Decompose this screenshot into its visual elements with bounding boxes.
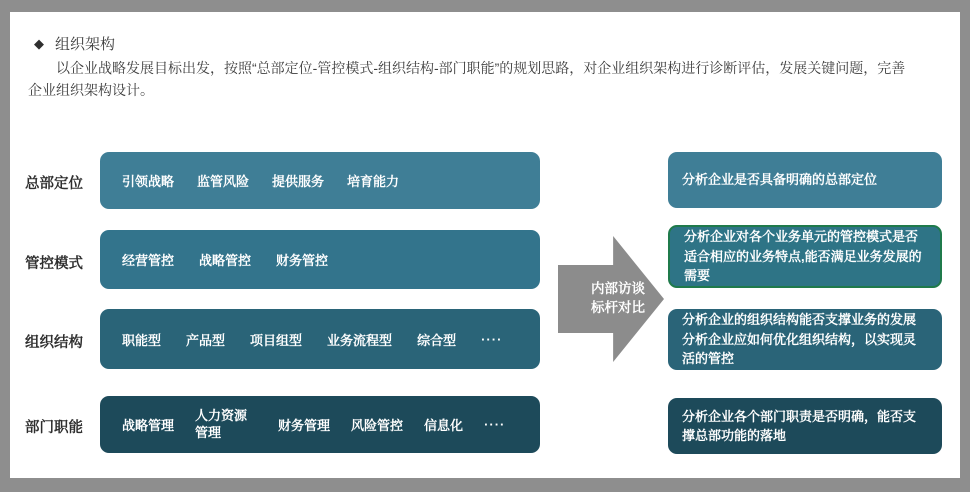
box-item: 职能型 bbox=[122, 332, 162, 348]
slide-heading bbox=[34, 33, 115, 54]
box-organization-structure bbox=[100, 309, 540, 369]
box-item: 财务管控 bbox=[276, 253, 329, 268]
box-item: 监管风险 bbox=[197, 174, 250, 189]
row-label-organization-structure: 组织结构 bbox=[25, 335, 83, 351]
analysis-text: 分析企业是否具备明确的总部定位 bbox=[682, 172, 878, 188]
arrow-label-line: 内部访谈 bbox=[591, 281, 645, 297]
row-label-department-functions: 部门职能 bbox=[25, 420, 83, 436]
slide-description bbox=[28, 57, 946, 102]
box-item: 风险管控 bbox=[351, 418, 404, 433]
analysis-text: 分析企业各个部门职责是否明确，能否支撑总部功能的落地 bbox=[682, 408, 917, 443]
box-hq-positioning bbox=[100, 152, 540, 209]
box-item: 项目组型 bbox=[250, 332, 303, 348]
box-item: 经营管控 bbox=[122, 253, 175, 268]
ellipsis-dots: ···· bbox=[481, 331, 503, 347]
box-item: 战略管理 bbox=[122, 418, 175, 433]
analysis-box-control-mode bbox=[668, 225, 942, 288]
slide-title: 组织架构 bbox=[55, 36, 116, 53]
box-item: 引领战略 bbox=[122, 174, 175, 189]
description-line-2: 企业组织架构设计。 bbox=[28, 82, 154, 99]
box-item: 信息化 bbox=[424, 418, 464, 433]
analysis-text: 分析企业对各个业务单元的管控模式是否适合相应的业务特点,能否满足业务发展的需要 bbox=[684, 229, 922, 284]
analysis-text: 分析企业的组织结构能否支撑业务的发展分析企业应如何优化组织结构，以实现灵活的管控 bbox=[682, 312, 917, 367]
box-item: 财务管理 bbox=[278, 418, 331, 433]
arrow-label-line: 标杆对比 bbox=[591, 300, 645, 315]
arrow-label bbox=[560, 236, 666, 362]
box-item: 人力资源管理 bbox=[195, 408, 248, 440]
analysis-box-organization-structure bbox=[668, 309, 942, 370]
description-line-1: 以企业战略发展目标出发，按照“总部定位-管控模式-组织结构-部门职能”的规划思路，对企业组织架构进行诊断评估，发展关键问题，完善 bbox=[56, 60, 906, 76]
box-item: 业务流程型 bbox=[327, 332, 393, 348]
analysis-box-department-functions bbox=[668, 398, 942, 454]
box-control-mode bbox=[100, 230, 540, 289]
box-item: 培育能力 bbox=[347, 174, 400, 189]
box-item: 提供服务 bbox=[272, 174, 325, 189]
row-label-hq-positioning: 总部定位 bbox=[25, 176, 83, 192]
diamond-bullet-icon: ◆ bbox=[34, 36, 44, 51]
ellipsis-dots: ···· bbox=[484, 417, 506, 432]
box-item: 产品型 bbox=[186, 332, 226, 348]
box-item: 战略管控 bbox=[199, 253, 252, 268]
row-label-control-mode: 管控模式 bbox=[25, 256, 83, 272]
box-item: 综合型 bbox=[417, 332, 457, 348]
analysis-box-hq-positioning bbox=[668, 152, 942, 208]
box-department-functions bbox=[100, 396, 540, 453]
